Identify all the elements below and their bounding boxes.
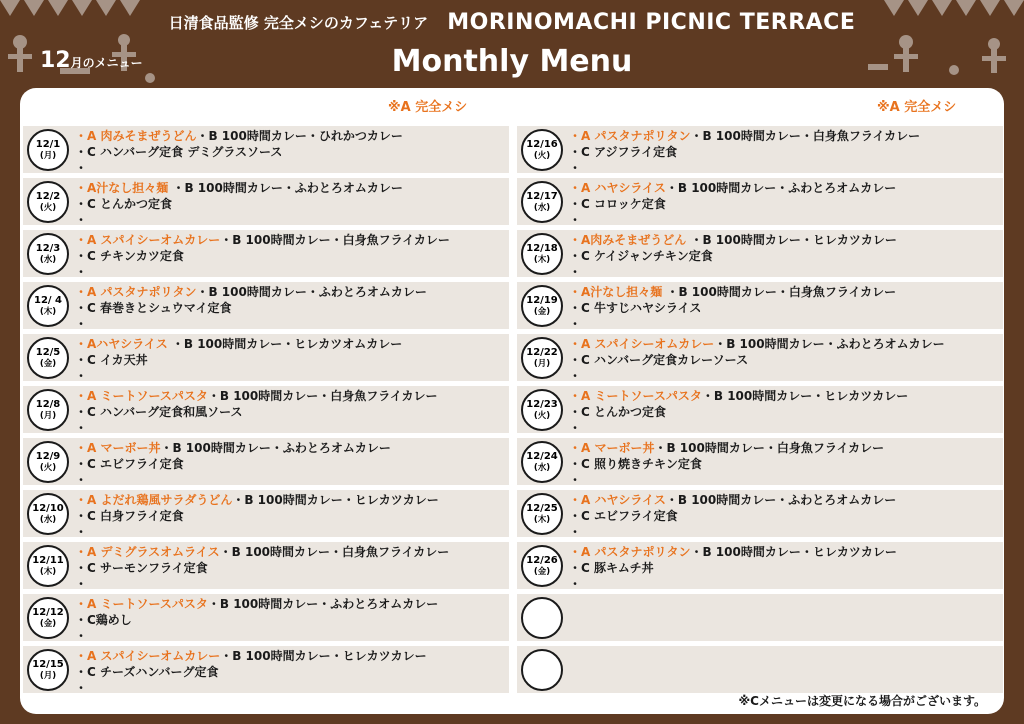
menu-a: ・A スパイシーオムカレー <box>75 233 221 247</box>
menu-b: ・B 100時間カレー・白身魚フライカレー <box>219 545 450 559</box>
menu-b: ・B 100時間カレー・ふわとろオムカレー <box>665 493 897 507</box>
month-suffix: 月のメニュー <box>70 56 143 70</box>
date-badge <box>27 441 69 483</box>
menu-line-ab <box>569 544 1003 560</box>
menu-d: ・ <box>75 525 88 539</box>
menu-line-ab <box>569 440 1003 456</box>
menu-c: ・C ハンバーグ定食カレーソース <box>569 353 749 367</box>
date-badge <box>521 285 563 327</box>
date-text: 12/10 <box>32 503 64 514</box>
date-badge <box>521 233 563 275</box>
menu-a: ・A パスタナポリタン <box>569 545 691 559</box>
menu-d: ・ <box>75 577 88 591</box>
month-label <box>40 48 143 73</box>
date-text: 12/22 <box>526 347 558 358</box>
menu-lines <box>569 440 1003 488</box>
menu-line-ab <box>75 544 509 560</box>
weekday-text: (水) <box>533 203 551 213</box>
page-title: Monthly Menu <box>391 44 633 79</box>
menu-a: ・A汁なし担々麺 <box>75 181 169 195</box>
date-text: 12/5 <box>35 347 61 358</box>
menu-lines <box>75 128 509 176</box>
menu-line-ab <box>75 232 509 248</box>
date-badge <box>521 649 563 691</box>
menu-c: ・C ハンバーグ定食 デミグラスソース <box>75 145 283 159</box>
menu-d: ・ <box>569 161 582 175</box>
weekday-text: (金) <box>533 567 551 577</box>
menu-line-ab <box>569 388 1003 404</box>
menu-a: ・A 肉みそまぜうどん <box>75 129 197 143</box>
menu-line-ab <box>569 492 1003 508</box>
menu-a: ・A スパイシーオムカレー <box>569 337 715 351</box>
menu-b: ・B 100時間カレー・ふわとろオムカレー <box>160 441 391 455</box>
date-badge <box>27 389 69 431</box>
date-badge <box>521 389 563 431</box>
date-text: 12/3 <box>35 243 61 254</box>
menu-lines <box>75 284 509 332</box>
menu-row <box>517 490 1003 537</box>
menu-c: ・C チーズハンバーグ定食 <box>75 665 219 679</box>
menu-d: ・ <box>75 317 88 331</box>
menu-line-ab <box>569 180 1003 196</box>
date-badge <box>27 649 69 691</box>
weekday-text: (金) <box>533 307 551 317</box>
weekday-text: (月) <box>39 151 57 161</box>
date-badge <box>521 545 563 587</box>
weekday-text: (月) <box>39 671 57 681</box>
menu-column-right <box>517 126 1003 698</box>
menu-c: ・C鶏めし <box>75 613 132 627</box>
date-badge <box>521 597 563 639</box>
menu-c: ・C とんかつ定食 <box>569 405 666 419</box>
menu-row <box>23 646 509 693</box>
date-badge <box>521 129 563 171</box>
menu-d: ・ <box>569 213 582 227</box>
footnote: ※Cメニューは変更になる場合がございます。 <box>738 694 986 708</box>
date-text: 12/25 <box>526 503 558 514</box>
menu-b: ・B 100時間カレー・白身魚フライカレー <box>654 441 885 455</box>
menu-line-ab <box>75 648 509 664</box>
menu-lines <box>75 440 509 488</box>
menu-line-ab <box>569 128 1003 144</box>
date-text: 12/9 <box>35 451 61 462</box>
menu-b: ・B 100時間カレー・ヒレカツカレー <box>686 233 897 247</box>
menu-c: ・C 牛すじハヤシライス <box>569 301 702 315</box>
weekday-text: (火) <box>533 411 551 421</box>
menu-row <box>23 282 509 329</box>
menu-d: ・ <box>569 421 582 435</box>
menu-b: ・B 100時間カレー・ひれかつカレー <box>196 129 403 143</box>
date-text: 12/15 <box>32 659 64 670</box>
menu-c: ・C 豚キムチ丼 <box>569 561 654 575</box>
menu-lines <box>569 492 1003 540</box>
date-badge <box>27 233 69 275</box>
date-badge <box>27 337 69 379</box>
menu-row <box>23 334 509 381</box>
menu-a: ・A ハヤシライス <box>569 181 666 195</box>
menu-lines <box>75 388 509 436</box>
weekday-text: (火) <box>39 463 57 473</box>
menu-a: ・A汁なし担々麺 <box>569 285 663 299</box>
menu-row <box>23 490 509 537</box>
menu-lines <box>75 596 509 644</box>
date-text: 12/24 <box>526 451 558 462</box>
menu-row <box>23 178 509 225</box>
brand-name: MORINOMACHI PICNIC TERRACE <box>447 10 856 35</box>
date-badge <box>27 181 69 223</box>
menu-a: ・A ミートソースパスタ <box>75 389 208 403</box>
menu-b: ・B 100時間カレー・ヒレカツカレー <box>690 545 897 559</box>
menu-a: ・A ミートソースパスタ <box>569 389 702 403</box>
month-number: 12 <box>40 48 71 73</box>
menu-row <box>517 178 1003 225</box>
menu-a: ・A よだれ鶏風サラダうどん <box>75 493 233 507</box>
weekday-text: (木) <box>533 515 551 525</box>
menu-lines <box>569 336 1003 384</box>
menu-d: ・ <box>75 421 88 435</box>
menu-lines <box>569 544 1003 592</box>
menu-a: ・A ミートソースパスタ <box>75 597 208 611</box>
menu-d: ・ <box>75 161 88 175</box>
date-badge <box>521 337 563 379</box>
menu-row <box>517 594 1003 641</box>
weekday-text: (金) <box>39 619 57 629</box>
menu-row <box>23 542 509 589</box>
menu-lines <box>75 180 509 228</box>
date-text: 12/26 <box>526 555 558 566</box>
date-badge <box>521 493 563 535</box>
menu-lines <box>75 544 509 592</box>
date-badge <box>27 597 69 639</box>
weekday-text: (金) <box>39 359 57 369</box>
menu-b: ・B 100時間カレー・ふわとろオムカレー <box>207 597 439 611</box>
date-badge <box>27 545 69 587</box>
menu-c: ・C サーモンフライ定食 <box>75 561 208 575</box>
menu-b: ・B 100時間カレー・白身魚フライカレー <box>690 129 921 143</box>
menu-c: ・C 照り焼きチキン定食 <box>569 457 702 471</box>
weekday-text: (水) <box>533 463 551 473</box>
menu-d: ・ <box>75 265 88 279</box>
menu-a: ・A スパイシーオムカレー <box>75 649 221 663</box>
menu-line-ab <box>75 492 509 508</box>
menu-d: ・ <box>75 473 88 487</box>
date-badge <box>521 441 563 483</box>
menu-b: ・B 100時間カレー・ふわとろオムカレー <box>196 285 427 299</box>
menu-lines <box>75 648 509 696</box>
date-text: 12/8 <box>35 399 61 410</box>
date-text: 12/12 <box>32 607 64 618</box>
menu-d: ・ <box>569 369 582 383</box>
menu-line-ab <box>569 284 1003 300</box>
menu-lines <box>569 232 1003 280</box>
menu-c: ・C 春巻きとシュウマイ定食 <box>75 301 232 315</box>
menu-row <box>517 438 1003 485</box>
weekday-text: (火) <box>533 151 551 161</box>
date-text: 12/11 <box>32 555 64 566</box>
menu-line-ab <box>75 596 509 612</box>
menu-lines <box>75 232 509 280</box>
menu-c: ・C ケイジャンチキン定食 <box>569 249 713 263</box>
menu-c: ・C チキンカツ定食 <box>75 249 184 263</box>
date-badge <box>521 181 563 223</box>
weekday-text: (木) <box>39 307 57 317</box>
menu-d: ・ <box>75 629 88 643</box>
menu-panel <box>20 88 1004 714</box>
menu-c: ・C ハンバーグ定食和風ソース <box>75 405 243 419</box>
menu-a: ・Aハヤシライス <box>75 337 168 351</box>
menu-line-ab <box>75 388 509 404</box>
menu-row <box>517 230 1003 277</box>
legend-right: ※A 完全メシ <box>877 100 957 115</box>
menu-row <box>23 594 509 641</box>
weekday-text: (月) <box>39 411 57 421</box>
menu-c: ・C とんかつ定食 <box>75 197 172 211</box>
date-badge <box>27 285 69 327</box>
menu-lines <box>569 388 1003 436</box>
menu-a: ・A マーボー丼 <box>75 441 161 455</box>
menu-d: ・ <box>569 577 582 591</box>
date-badge <box>27 493 69 535</box>
menu-row <box>517 386 1003 433</box>
menu-row <box>23 386 509 433</box>
menu-b: ・B 100時間カレー・白身魚フライカレー <box>662 285 897 299</box>
menu-d: ・ <box>75 369 88 383</box>
menu-c: ・C コロッケ定食 <box>569 197 666 211</box>
menu-b: ・B 100時間カレー・白身魚フライカレー <box>220 233 450 247</box>
menu-line-ab <box>569 232 1003 248</box>
menu-c: ・C イカ天丼 <box>75 353 148 367</box>
menu-c: ・C アジフライ定食 <box>569 145 678 159</box>
menu-line-ab <box>569 336 1003 352</box>
legend-left: ※A 完全メシ <box>388 100 468 115</box>
menu-lines <box>569 180 1003 228</box>
menu-c: ・C エビフライ定食 <box>569 509 678 523</box>
menu-row <box>23 126 509 173</box>
menu-row <box>23 438 509 485</box>
menu-d: ・ <box>569 265 582 279</box>
menu-a: ・A ハヤシライス <box>569 493 666 507</box>
menu-row <box>517 646 1003 693</box>
date-text: 12/ 4 <box>33 295 62 306</box>
menu-column-left <box>23 126 509 698</box>
menu-d: ・ <box>569 473 582 487</box>
menu-d: ・ <box>569 317 582 331</box>
menu-b: ・B 100時間カレー・ヒレカツカレー <box>701 389 909 403</box>
date-text: 12/17 <box>526 191 558 202</box>
menu-a: ・A デミグラスオムライス <box>75 545 220 559</box>
date-text: 12/19 <box>526 295 558 306</box>
weekday-text: (水) <box>39 255 57 265</box>
menu-b: ・B 100時間カレー・ふわとろオムカレー <box>714 337 945 351</box>
header-top-line <box>0 10 1024 35</box>
date-text: 12/1 <box>35 139 61 150</box>
date-text: 12/23 <box>526 399 558 410</box>
header-subtitle: 日清食品監修 完全メシのカフェテリア <box>168 14 429 32</box>
menu-d: ・ <box>75 681 88 695</box>
menu-row <box>23 230 509 277</box>
menu-lines <box>569 284 1003 332</box>
menu-a: ・A マーボー丼 <box>569 441 655 455</box>
menu-line-ab <box>75 128 509 144</box>
menu-b: ・B 100時間カレー・ふわとろオムカレー <box>665 181 897 195</box>
menu-line-ab <box>75 440 509 456</box>
date-text: 12/16 <box>526 139 558 150</box>
menu-row <box>517 542 1003 589</box>
menu-row <box>517 282 1003 329</box>
menu-b: ・B 100時間カレー・ヒレカツカレー <box>232 493 439 507</box>
date-text: 12/18 <box>526 243 558 254</box>
menu-a: ・A肉みそまぜうどん <box>569 233 687 247</box>
menu-a: ・A パスタナポリタン <box>569 129 691 143</box>
menu-d: ・ <box>75 213 88 227</box>
menu-row <box>517 334 1003 381</box>
menu-b: ・B 100時間カレー・白身魚フライカレー <box>207 389 438 403</box>
weekday-text: (水) <box>39 515 57 525</box>
menu-c: ・C 白身フライ定食 <box>75 509 184 523</box>
menu-c: ・C エビフライ定食 <box>75 457 184 471</box>
date-text: 12/2 <box>35 191 61 202</box>
weekday-text: (月) <box>533 359 551 369</box>
menu-b: ・B 100時間カレー・ふわとろオムカレー <box>168 181 403 195</box>
menu-d: ・ <box>569 525 582 539</box>
menu-lines <box>75 492 509 540</box>
menu-line-ab <box>75 336 509 352</box>
menu-row <box>517 126 1003 173</box>
weekday-text: (木) <box>39 567 57 577</box>
menu-line-ab <box>75 180 509 196</box>
menu-lines <box>569 128 1003 176</box>
menu-a: ・A パスタナポリタン <box>75 285 197 299</box>
weekday-text: (木) <box>533 255 551 265</box>
date-badge <box>27 129 69 171</box>
menu-b: ・B 100時間カレー・ヒレカツオムカレー <box>167 337 403 351</box>
menu-line-ab <box>75 284 509 300</box>
weekday-text: (火) <box>39 203 57 213</box>
menu-b: ・B 100時間カレー・ヒレカツカレー <box>220 649 427 663</box>
menu-lines <box>75 336 509 384</box>
